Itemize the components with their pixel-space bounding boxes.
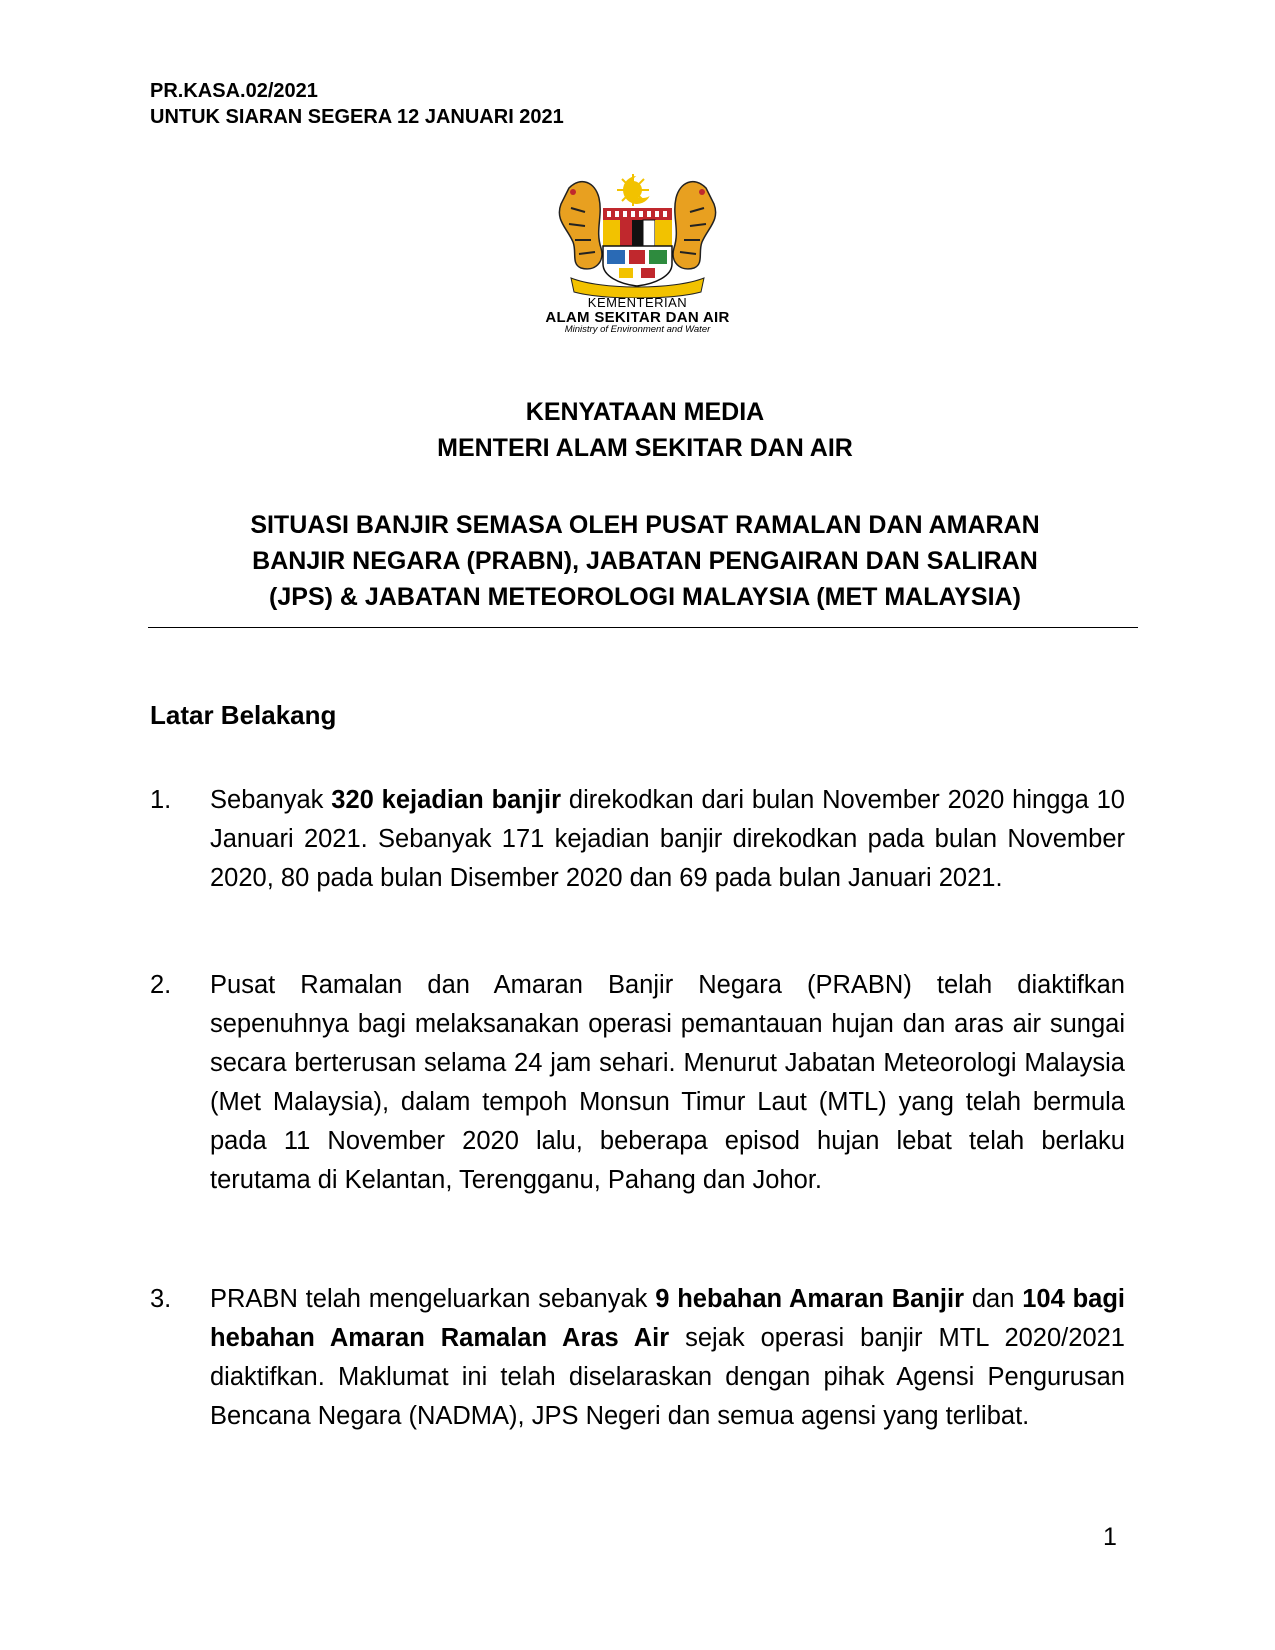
- paragraph-body: [210, 781, 1125, 898]
- subject-line: (JPS) & JABATAN METEOROLOGI MALAYSIA (MET MALAYSIA): [269, 583, 1021, 611]
- paragraph-text: Sebanyak: [210, 786, 332, 814]
- paragraph-bold-text: 104 bagi hebahan Amaran Ramalan Aras Air: [210, 1285, 1125, 1352]
- ministry-logo-text: [520, 296, 755, 335]
- paragraph-body: [210, 966, 1125, 1200]
- paragraph-body: [210, 1280, 1125, 1436]
- paragraph: [150, 966, 1125, 1200]
- paragraph-text: Pusat Ramalan dan Amaran Banjir Negara (PRABN) telah diaktifkan sepenuhnya bagi melaksanakan operasi pemantauan hujan dan aras air sungai secara berterusan selama 24 jam sehari. Menurut Jabatan Meteorologi Malaysia (Met Malaysia), dalam tempoh Monsun Timur Laut (MTL) yang telah bermula pada 11 November 2020 lalu, beberapa episod hujan lebat telah berlaku terutama di Kelantan, Terengganu, Pahang dan Johor.: [210, 971, 1125, 1194]
- paragraph-number: 1.: [150, 786, 172, 814]
- title-line: MENTERI ALAM SEKITAR DAN AIR: [437, 434, 853, 462]
- subject-line: SITUASI BANJIR SEMASA OLEH PUSAT RAMALAN DAN AMARAN: [250, 511, 1040, 539]
- paragraph-bold-text: 9 hebahan Amaran Banjir: [655, 1285, 964, 1313]
- section-heading: Latar Belakang: [150, 700, 337, 730]
- ministry-name: ALAM SEKITAR DAN AIR: [545, 308, 730, 326]
- paragraph-text: direkodkan dari bulan November 2020 hingga 10 Januari 2021. Sebanyak 171 kejadian banjir direkodkan pada bulan November 2020, 80 pada bulan Disember 2020 dan 69 pada bulan Januari 2021.: [210, 786, 1125, 892]
- ministry-name-english: Ministry of Environment and Water: [564, 324, 711, 336]
- reference-number: PR.KASA.02/2021: [150, 80, 318, 102]
- ministry-label: KEMENTERIAN: [587, 295, 688, 310]
- subject-line: BANJIR NEGARA (PRABN), JABATAN PENGAIRAN DAN SALIRAN: [252, 547, 1038, 575]
- divider: [148, 627, 1138, 628]
- release-date: UNTUK SIARAN SEGERA 12 JANUARI 2021: [150, 106, 564, 128]
- title-line: KENYATAAN MEDIA: [525, 398, 765, 426]
- paragraph-number: 2.: [150, 971, 172, 999]
- paragraph-text: sejak operasi banjir MTL 2020/2021 diaktifkan. Maklumat ini telah diselaraskan dengan pihak Agensi Pengurusan Bencana Negara (NADMA), JPS Negeri dan semua agensi yang terlibat.: [210, 1324, 1125, 1430]
- document-header: [150, 78, 564, 130]
- document-title: [150, 394, 1140, 466]
- paragraph: [150, 1280, 1125, 1436]
- paragraph-number: 3.: [150, 1285, 172, 1313]
- paragraph: [150, 781, 1125, 898]
- page-number: 1: [1103, 1523, 1117, 1551]
- subject-title: [150, 507, 1140, 615]
- paragraph-text: PRABN telah mengeluarkan sebanyak: [210, 1285, 656, 1313]
- paragraph-bold-text: 320 kejadian banjir: [331, 786, 562, 814]
- paragraph-text: dan: [964, 1285, 1023, 1313]
